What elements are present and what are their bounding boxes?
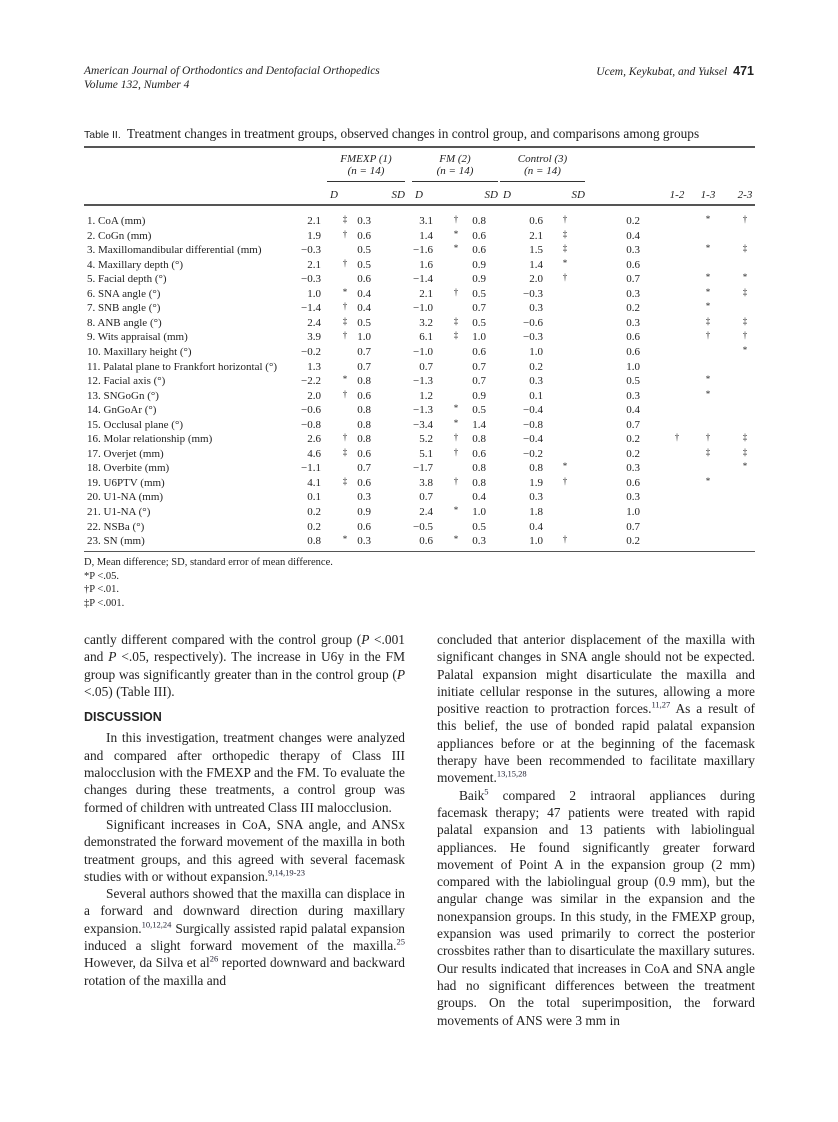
mean-difference: −0.3 — [523, 287, 543, 300]
row-label: 9. Wits appraisal (mm) — [87, 331, 188, 344]
standard-error: 0.6 — [357, 273, 371, 286]
standard-error: 0.5 — [472, 520, 486, 533]
text-run: concluded that anterior displacement of the maxilla with significant changes in SNA angle should not be expected. Palatal expansion might disarticulate the maxilla and initiate cellular response in the sutures, allowing a more positive reaction to protraction forces. — [437, 632, 755, 717]
standard-error: 0.3 — [357, 491, 371, 504]
standard-error: 1.4 — [472, 418, 486, 431]
mean-difference: 1.8 — [529, 506, 543, 518]
significance-mark: ‡ — [342, 315, 348, 326]
standard-error: 0.8 — [472, 433, 486, 446]
row-label: 5. Facial depth (°) — [87, 273, 167, 286]
mean-difference: 3.1 — [419, 215, 433, 227]
standard-error: 0.2 — [626, 215, 640, 227]
text-run: Baik — [459, 787, 485, 803]
standard-error: 0.5 — [472, 404, 486, 417]
text-run: However, da Silva et al — [84, 955, 210, 971]
col-header-sd: SD — [571, 189, 585, 201]
comparison-mark: * — [705, 214, 711, 224]
group-n: (n = 14) — [524, 165, 561, 177]
standard-error: 0.3 — [626, 287, 640, 300]
paragraph — [437, 787, 755, 1029]
row-label: 21. U1-NA (°) — [87, 506, 151, 518]
mean-difference: −1.6 — [413, 244, 433, 257]
group-n: (n = 14) — [436, 165, 474, 177]
group-underline — [327, 181, 405, 182]
table-header-rule — [84, 204, 755, 206]
col-header-d: D — [415, 189, 423, 201]
significance-mark: ‡ — [453, 315, 459, 326]
standard-error: 0.8 — [472, 476, 486, 489]
significance-mark: * — [453, 417, 459, 428]
table-caption — [84, 126, 699, 142]
standard-error: 0.3 — [626, 316, 640, 329]
significance-mark: † — [453, 286, 459, 297]
mean-difference: 0.1 — [529, 389, 543, 402]
mean-difference: −1.3 — [413, 375, 433, 388]
body-column-right — [437, 631, 755, 1029]
mean-difference: −0.3 — [523, 331, 543, 344]
mean-difference: −1.0 — [413, 345, 433, 358]
table-footnote: D, Mean difference; SD, standard error of mean difference. — [84, 557, 333, 568]
mean-difference: −0.4 — [523, 404, 543, 417]
standard-error: 0.6 — [626, 476, 640, 489]
mean-difference: 1.0 — [529, 345, 543, 358]
comparison-mark: † — [742, 330, 748, 341]
significance-mark: † — [562, 214, 568, 224]
standard-error: 0.7 — [472, 360, 486, 373]
mean-difference: 0.4 — [529, 520, 543, 533]
paragraph — [437, 631, 755, 787]
standard-error: 0.6 — [472, 447, 486, 460]
row-label: 17. Overjet (mm) — [87, 447, 164, 460]
mean-difference: 2.6 — [307, 433, 321, 446]
standard-error: 0.9 — [472, 258, 486, 271]
mean-difference: 0.3 — [529, 375, 543, 388]
row-label: 16. Molar relationship (mm) — [87, 433, 213, 446]
comparison-mark: * — [705, 388, 711, 399]
mean-difference: 0.3 — [529, 491, 543, 504]
standard-error: 0.7 — [357, 360, 371, 373]
comparison-mark: ‡ — [705, 446, 711, 457]
mean-difference: 0.2 — [307, 520, 321, 533]
mean-difference: −0.2 — [523, 447, 543, 460]
standard-error: 0.3 — [626, 244, 640, 257]
group-n: (n = 14) — [347, 165, 385, 177]
significance-mark: † — [342, 301, 348, 312]
comparison-mark: ‡ — [742, 446, 748, 457]
significance-mark: ‡ — [342, 214, 348, 224]
standard-error: 0.6 — [357, 520, 371, 533]
journal-name: American Journal of Orthodontics and Dentofacial Orthopedics — [84, 65, 380, 77]
mean-difference: −0.6 — [523, 316, 543, 329]
significance-mark: † — [562, 272, 568, 283]
comparison-mark: † — [674, 432, 680, 443]
significance-mark: † — [342, 330, 348, 341]
mean-difference: 2.4 — [307, 316, 321, 329]
col-header-d: D — [330, 189, 338, 201]
standard-error: 0.3 — [472, 535, 486, 548]
mean-difference: −0.4 — [523, 433, 543, 446]
group-name: FMEXP (1) — [340, 153, 392, 165]
mean-difference: 0.7 — [419, 491, 433, 504]
comparison-mark: * — [705, 374, 711, 385]
comparison-mark: † — [705, 432, 711, 443]
table-top-rule — [84, 146, 755, 148]
paragraph — [84, 631, 405, 700]
group-underline — [500, 181, 585, 182]
standard-error: 0.2 — [626, 447, 640, 460]
table-title: Treatment changes in treatment groups, observed changes in control group, and comparisons among groups — [126, 126, 700, 141]
standard-error: 0.3 — [357, 535, 371, 548]
standard-error: 0.6 — [472, 345, 486, 358]
significance-mark: * — [562, 461, 568, 472]
standard-error: 0.9 — [357, 506, 371, 518]
significance-mark: ‡ — [342, 475, 348, 486]
standard-error: 0.7 — [357, 462, 371, 475]
standard-error: 0.7 — [626, 273, 640, 286]
col-header-d: D — [503, 189, 511, 201]
standard-error: 0.7 — [626, 418, 640, 431]
comparison-mark: † — [705, 330, 711, 341]
significance-mark: † — [453, 446, 459, 457]
significance-mark: † — [342, 388, 348, 399]
mean-difference: 1.4 — [529, 258, 543, 271]
row-label: 20. U1-NA (mm) — [87, 491, 164, 504]
mean-difference: −0.8 — [301, 418, 321, 431]
standard-error: 0.5 — [626, 375, 640, 388]
significance-mark: * — [342, 286, 348, 297]
group-underline — [412, 181, 498, 182]
mean-difference: −0.5 — [413, 520, 433, 533]
standard-error: 0.6 — [357, 229, 371, 242]
significance-mark: † — [562, 534, 568, 545]
standard-error: 0.5 — [357, 244, 371, 257]
standard-error: 1.0 — [472, 506, 486, 518]
journal-volume: Volume 132, Number 4 — [84, 79, 190, 91]
comparison-mark: * — [705, 243, 711, 254]
citation-superscript: 5 — [484, 786, 489, 797]
mean-difference: −0.3 — [301, 244, 321, 257]
text-run: <.05) (Table III). — [84, 683, 175, 699]
standard-error: 1.0 — [626, 360, 640, 373]
comparison-mark: * — [742, 344, 748, 355]
text-run: reported downward and backward rotation of the maxilla and — [84, 955, 405, 988]
table-footnote: *P <.05. — [84, 570, 119, 582]
standard-error: 0.6 — [626, 258, 640, 271]
text-run: Surgically assisted rapid palatal expansion induced a slight forward movement of the maxilla. — [84, 920, 405, 954]
standard-error: 0.3 — [626, 491, 640, 504]
significance-mark: ‡ — [562, 228, 568, 239]
italic-text: P — [396, 666, 405, 682]
comparison-mark: * — [742, 272, 748, 283]
significance-mark: † — [342, 228, 348, 239]
row-label: 11. Palatal plane to Frankfort horizontal (°) — [87, 360, 278, 373]
significance-mark: * — [453, 505, 459, 515]
standard-error: 0.7 — [357, 345, 371, 358]
comparison-mark: * — [705, 475, 711, 486]
row-label: 15. Occlusal plane (°) — [87, 418, 184, 431]
standard-error: 0.6 — [626, 331, 640, 344]
standard-error: 0.3 — [626, 389, 640, 402]
standard-error: 0.9 — [472, 273, 486, 286]
citation-superscript: 10,12,24 — [141, 919, 172, 930]
significance-mark: † — [562, 475, 568, 486]
standard-error: 0.6 — [357, 447, 371, 460]
standard-error: 0.8 — [357, 375, 371, 388]
mean-difference: 0.2 — [307, 506, 321, 518]
standard-error: 0.5 — [357, 316, 371, 329]
mean-difference: 1.4 — [419, 229, 433, 242]
page-number: 471 — [733, 64, 754, 78]
row-label: 3. Maxillomandibular differential (mm) — [87, 244, 262, 257]
standard-error: 0.6 — [626, 345, 640, 358]
text-run: Several authors showed that the maxilla can displace in a forward and downward direction during maxillary expansion. — [84, 886, 405, 936]
row-label: 13. SNGoGn (°) — [87, 389, 159, 402]
mean-difference: 1.9 — [307, 229, 321, 242]
standard-error: 0.4 — [357, 302, 371, 315]
standard-error: 0.2 — [626, 535, 640, 548]
mean-difference: 6.1 — [419, 331, 433, 344]
row-label: 10. Maxillary height (°) — [87, 345, 192, 358]
col-header-comparison: 1-3 — [700, 189, 716, 201]
section-heading: DISCUSSION — [84, 710, 162, 725]
group-header — [483, 153, 603, 177]
italic-text: P — [108, 649, 117, 665]
col-header-comparison: 2-3 — [737, 189, 753, 201]
significance-mark: * — [453, 403, 459, 414]
comparison-mark: ‡ — [742, 432, 748, 443]
running-header-left — [84, 64, 380, 92]
row-label: 8. ANB angle (°) — [87, 316, 162, 329]
row-label: 14. GnGoAr (°) — [87, 404, 157, 417]
comparison-mark: * — [705, 272, 711, 283]
standard-error: 0.3 — [626, 462, 640, 475]
mean-difference: −1.1 — [301, 462, 321, 475]
comparison-mark: ‡ — [742, 286, 748, 297]
table-bottom-rule — [84, 551, 755, 552]
citation-superscript: 25 — [396, 936, 405, 947]
table-label: Table II. — [84, 129, 121, 141]
comparison-mark: ‡ — [705, 315, 711, 326]
comparison-mark: * — [705, 286, 711, 297]
running-header-right — [596, 64, 754, 79]
mean-difference: 2.0 — [529, 273, 543, 286]
standard-error: 0.5 — [472, 316, 486, 329]
mean-difference: −1.3 — [413, 404, 433, 417]
text-run: compared 2 intraoral appliances during facemask therapy; 47 patients were treated with rapid palatal expansion and 13 patients with labiolingual appliances. He found significantly greater forward movement of Point A in the expansion group (2 mm) compared with the labiolingual group (0.9 mm), but the angular change was similar in the expansion and the nonexpansion groups. In this study, in the FMEXP group, expansion was used primarily to correct the posterior crossbites rather than to disarticulate the maxillary sutures. Our results indicated that increases in CoA and SNA angle had no significant differences between the treatment groups. On the total superimposition, the forward movements of ANS were 3 mm in — [437, 787, 755, 1028]
mean-difference: 1.6 — [419, 258, 433, 271]
mean-difference: 1.0 — [307, 287, 321, 300]
significance-mark: † — [453, 432, 459, 443]
comparison-mark: * — [742, 461, 748, 472]
text-run: <.05, respectively). The increase in U6y in the FM group was significantly greater than in the control group ( — [84, 649, 405, 682]
standard-error: 0.4 — [626, 229, 640, 242]
col-header-sd: SD — [484, 189, 498, 201]
paragraph — [84, 816, 405, 885]
mean-difference: −0.2 — [301, 345, 321, 358]
mean-difference: 5.1 — [419, 447, 433, 460]
mean-difference: 1.0 — [529, 535, 543, 548]
row-label: 2. CoGn (mm) — [87, 229, 152, 242]
citation-superscript: 9,14,19-23 — [268, 867, 305, 878]
row-label: 7. SNB angle (°) — [87, 302, 161, 315]
paragraph — [84, 885, 405, 989]
col-header-sd: SD — [391, 189, 405, 201]
standard-error: 0.8 — [357, 404, 371, 417]
standard-error: 0.2 — [626, 302, 640, 315]
group-name: Control (3) — [517, 153, 568, 165]
comparison-mark: † — [742, 214, 748, 224]
significance-mark: * — [342, 534, 348, 545]
mean-difference: 0.6 — [529, 215, 543, 227]
mean-difference: 2.1 — [307, 215, 321, 227]
significance-mark: * — [562, 257, 568, 268]
standard-error: 0.4 — [472, 491, 486, 504]
standard-error: 0.7 — [472, 375, 486, 388]
significance-mark: * — [453, 534, 459, 545]
row-label: 22. NSBa (°) — [87, 520, 145, 533]
row-label: 6. SNA angle (°) — [87, 287, 161, 300]
mean-difference: −1.4 — [301, 302, 321, 315]
comparison-mark: ‡ — [742, 243, 748, 254]
standard-error: 0.4 — [357, 287, 371, 300]
mean-difference: −2.2 — [301, 375, 321, 388]
comparison-mark: * — [705, 301, 711, 312]
standard-error: 0.8 — [357, 418, 371, 431]
mean-difference: 2.1 — [529, 229, 543, 242]
mean-difference: 2.1 — [307, 258, 321, 271]
row-label: 4. Maxillary depth (°) — [87, 258, 184, 271]
standard-error: 0.3 — [357, 215, 371, 227]
paragraph — [84, 729, 405, 815]
mean-difference: 2.4 — [419, 506, 433, 518]
citation-superscript: 11,27 — [651, 699, 671, 710]
mean-difference: 5.2 — [419, 433, 433, 446]
mean-difference: 1.5 — [529, 244, 543, 257]
mean-difference: −1.0 — [413, 302, 433, 315]
col-header-comparison: 1-2 — [669, 189, 685, 201]
significance-mark: † — [453, 475, 459, 486]
mean-difference: 0.8 — [529, 462, 543, 475]
mean-difference: 4.1 — [307, 476, 321, 489]
mean-difference: −3.4 — [413, 418, 433, 431]
text-run: <.001 and — [84, 632, 405, 665]
mean-difference: −0.6 — [301, 404, 321, 417]
mean-difference: 2.1 — [419, 287, 433, 300]
standard-error: 0.6 — [472, 229, 486, 242]
standard-error: 0.8 — [357, 433, 371, 446]
standard-error: 0.8 — [472, 215, 486, 227]
citation-superscript: 26 — [209, 953, 219, 964]
significance-mark: † — [453, 214, 459, 224]
mean-difference: 1.3 — [307, 360, 321, 373]
comparison-mark: ‡ — [742, 315, 748, 326]
text-run: cantly different compared with the control group ( — [84, 632, 362, 647]
mean-difference: 0.7 — [419, 360, 433, 373]
significance-mark: ‡ — [453, 330, 459, 341]
table-footnote: ‡P <.001. — [84, 597, 125, 609]
significance-mark: * — [453, 228, 459, 239]
significance-mark: † — [342, 257, 348, 268]
significance-mark: ‡ — [562, 243, 568, 254]
mean-difference: −0.3 — [301, 273, 321, 286]
row-label: 18. Overbite (mm) — [87, 462, 170, 475]
standard-error: 0.9 — [472, 389, 486, 402]
standard-error: 0.8 — [472, 462, 486, 475]
text-run: As a result of this belief, the use of bonded rapid palatal expansion appliances before or at the beginning of the facemask therapy have been recommended to facilitate maxillary movement. — [437, 701, 755, 786]
text-run: In this investigation, treatment changes were analyzed and compared after orthopedic therapy of Class III malocclusion with the FMEXP and the FM. To evaluate the changes during these treatments, a control group was formed of children with untreated Class III malocclusion. — [84, 730, 405, 815]
significance-mark: † — [342, 432, 348, 443]
standard-error: 1.0 — [357, 331, 371, 344]
group-name: FM (2) — [439, 153, 471, 165]
standard-error: 0.6 — [472, 244, 486, 257]
mean-difference: 3.8 — [419, 476, 433, 489]
mean-difference: 0.8 — [307, 535, 321, 548]
citation-superscript: 13,15,28 — [496, 768, 527, 779]
row-label: 1. CoA (mm) — [87, 215, 146, 227]
table-footnote: †P <.01. — [84, 584, 119, 595]
mean-difference: −0.8 — [523, 418, 543, 431]
row-label: 23. SN (mm) — [87, 535, 145, 548]
standard-error: 0.6 — [357, 476, 371, 489]
standard-error: 1.0 — [626, 506, 640, 518]
standard-error: 1.0 — [472, 331, 486, 344]
row-label: 19. U6PTV (mm) — [87, 476, 165, 489]
body-column-left — [84, 631, 405, 989]
mean-difference: 1.2 — [419, 389, 433, 402]
mean-difference: 1.9 — [529, 476, 543, 489]
standard-error: 0.4 — [626, 404, 640, 417]
standard-error: 0.2 — [626, 433, 640, 446]
mean-difference: 0.1 — [307, 491, 321, 504]
mean-difference: 3.2 — [419, 316, 433, 329]
mean-difference: 4.6 — [307, 447, 321, 460]
standard-error: 0.7 — [472, 302, 486, 315]
italic-text: P — [361, 632, 370, 647]
significance-mark: * — [342, 374, 348, 385]
text-run: Significant increases in CoA, SNA angle, and ANSx demonstrated the forward movement of the maxilla in both treatment groups, and this agreed with several facemask studies with or without expansion. — [84, 816, 405, 884]
standard-error: 0.6 — [357, 389, 371, 402]
mean-difference: 0.3 — [529, 302, 543, 315]
standard-error: 0.7 — [626, 520, 640, 533]
mean-difference: 0.6 — [419, 535, 433, 548]
mean-difference: 3.9 — [307, 331, 321, 344]
mean-difference: −1.7 — [413, 462, 433, 475]
significance-mark: ‡ — [342, 446, 348, 457]
significance-mark: * — [453, 243, 459, 254]
row-label: 12. Facial axis (°) — [87, 375, 166, 388]
standard-error: 0.5 — [357, 258, 371, 271]
mean-difference: 2.0 — [307, 389, 321, 402]
mean-difference: −1.4 — [413, 273, 433, 286]
mean-difference: 0.2 — [529, 360, 543, 373]
standard-error: 0.5 — [472, 287, 486, 300]
authors: Ucem, Keykubat, and Yuksel — [596, 66, 728, 78]
